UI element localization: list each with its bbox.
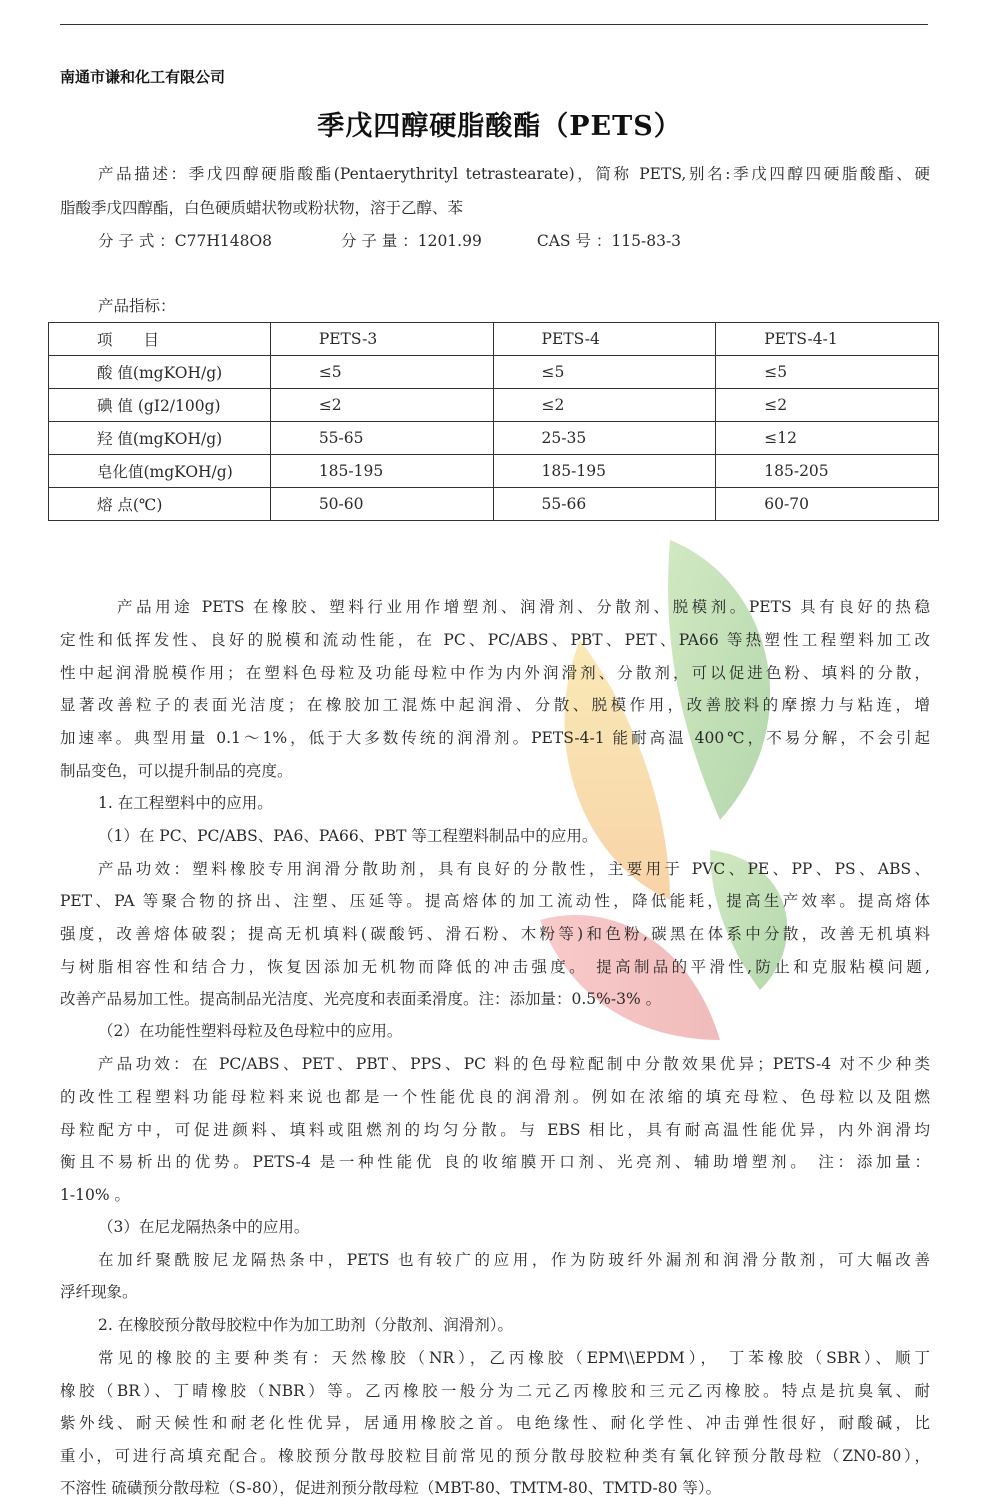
table-cell: 25-35 [493,422,716,455]
molecular-formula: 分 子 式 ：C77H148O8 [98,232,273,250]
document-title: 季戊四醇硬脂酸酯（PETS） [317,111,682,142]
table-cell: 55-65 [270,422,493,455]
table-cell: ≤2 [716,389,939,422]
header-rule [60,24,928,25]
table-cell: ≤5 [270,356,493,389]
description-line-2: 脂酸季戊四醇酯，白色硬质蜡状物或粉状物，溶于乙醇、苯 [60,199,464,217]
company-name: 南通市谦和化工有限公司 [60,68,226,86]
table-cell: ≤2 [270,389,493,422]
body-line: 产品功效：在 PC/ABS、PET、PBT、PPS、PC 料的色母粒配制中分散效果优异；PETS-4 对不少种类 [98,1055,930,1073]
body-line: 的改性工程塑料功能母粒料来说也都是一个性能优良的润滑剂。例如在浓缩的填充母粒、色母粒以及阻燃 [60,1088,930,1106]
table-cell: 熔 点(℃) [49,488,271,521]
table-cell: 皂化值(mgKOH/g) [49,455,271,488]
table-cell: ≤5 [716,356,939,389]
table-row [49,488,939,521]
section-heading-1: 1. 在工程塑料中的应用。 [98,794,273,812]
spec-heading: 产品指标： [98,297,176,315]
table-row [49,422,939,455]
table-row [49,356,939,389]
table-cell: 羟 值(mgKOH/g) [49,422,271,455]
spec-table [48,322,939,521]
body-line: 浮纤现象。 [60,1283,138,1301]
body-line: 在加纤聚酰胺尼龙隔热条中，PETS 也有较广的应用，作为防玻纤外漏剂和润滑分散剂，可大幅改善 [98,1251,930,1269]
section-heading-2: 2. 在橡胶预分散母胶粒中作为加工助剂（分散剂、润滑剂）。 [98,1316,513,1334]
body-line: 紫外线、耐天候性和耐老化性优异，居通用橡胶之首。电绝缘性、耐化学性、冲击弹性很好，耐酸碱，比 [60,1414,930,1432]
cas-number: CAS 号 ：115-83-3 [536,232,682,250]
table-cell: 酸 值(mgKOH/g) [49,356,271,389]
body-line: 性中起润滑脱模作用；在塑料色母粒及功能母粒中作为内外润滑剂、分散剂，可以促进色粉、填料的分散， [60,664,930,682]
subsection-heading-3: （3）在尼龙隔热条中的应用。 [98,1218,310,1236]
header-pets-4-1: PETS-4-1 [716,323,939,356]
table-cell: ≤12 [716,422,939,455]
body-line: 制品变色，可以提升制品的亮度。 [60,762,293,780]
table-row [49,389,939,422]
body-line: 产品功效：塑料橡胶专用润滑分散助剂，具有良好的分散性，主要用于 PVC、PE、PP、PS、ABS、 [98,860,930,878]
table-cell: 55-66 [493,488,716,521]
body-line: 不溶性 硫磺预分散母粒（S-80），促进剂预分散母粒（MBT-80、TMTM-80、TMTD-80 等）。 [60,1479,722,1497]
table-cell: 50-60 [270,488,493,521]
table-cell: ≤5 [493,356,716,389]
body-line: 强度，改善熔体破裂；提高无机填料(碳酸钙、滑石粉、木粉等)和色粉,碳黑在体系中分散，改善无机填料 [60,925,930,943]
body-line: 定性和低挥发性、良好的脱模和流动性能，在 PC、PC/ABS、PBT、PET、PA66 等热塑性工程塑料加工改 [60,631,930,649]
body-line: 加速率。典型用量 0.1～1%，低于大多数传统的润滑剂。PETS-4-1 能耐高温 400℃，不易分解，不会引起 [60,729,930,747]
header-pets-4: PETS-4 [493,323,716,356]
description-line-1: 产品描述：季戊四醇硬脂酸酯(Pentaerythrityl tetrastearate)，简称 PETS,别名:季戊四醇四硬脂酸酯、硬 [98,165,930,183]
body-line: 常见的橡胶的主要种类有：天然橡胶（NR），乙丙橡胶（EPM\\EPDM）， 丁苯橡胶（SBR）、顺丁 [98,1349,930,1367]
table-row [49,455,939,488]
body-line: 母粒配方中，可促进颜料、填料或阻燃剂的均匀分散。与 EBS 相比，具有耐高温性能优异，内外润滑均 [60,1121,930,1139]
table-cell: ≤2 [493,389,716,422]
formula-row [98,231,968,251]
table-cell: 185-195 [270,455,493,488]
table-cell: 碘 值 (gI2/100g) [49,389,271,422]
body-line: 橡胶（BR）、丁晴橡胶（NBR）等。乙丙橡胶一般分为二元乙丙橡胶和三元乙丙橡胶。特点是抗臭氧、耐 [60,1382,930,1400]
header-pets-3: PETS-3 [270,323,493,356]
body-line: 改善产品易加工性。提高制品光洁度、光亮度和表面柔滑度。注：添加量：0.5%-3% 。 [60,990,662,1008]
subsection-heading-1: （1）在 PC、PC/ABS、PA6、PA66、PBT 等工程塑料制品中的应用。 [98,827,598,845]
body-line: 重小，可进行高填充配合。橡胶预分散母胶粒目前常见的预分散母胶粒种类有氧化锌预分散母粒（ZN0-80）， [60,1447,930,1465]
body-line: 产品用途 PETS 在橡胶、塑料行业用作增塑剂、润滑剂、分散剂、脱模剂。PETS 具有良好的热稳 [117,598,930,616]
molecular-weight: 分 子 量 ：1201.99 [340,232,482,250]
table-cell: 60-70 [716,488,939,521]
body-line: 衡且不易析出的优势。PETS-4 是一种性能优 良的收缩膜开口剂、光亮剂、辅助增塑剂。 注：添加量： [60,1153,930,1171]
table-header-row [49,323,939,356]
subsection-heading-2: （2）在功能性塑料母粒及色母粒中的应用。 [98,1022,403,1040]
body-line: 显著改善粒子的表面光洁度；在橡胶加工混炼中起润滑、分散、脱模作用，改善胶料的摩擦力与粘连，增 [60,696,930,714]
body-line: PET、PA 等聚合物的挤出、注塑、压延等。提高熔体的加工流动性，降低能耗，提高生产效率。提高熔体 [60,892,930,910]
table-cell: 185-205 [716,455,939,488]
body-line: 1-10% 。 [60,1186,130,1204]
body-line: 与树脂相容性和结合力，恢复因添加无机物而降低的冲击强度。 提高制品的平滑性,防止和克服粘模问题, [60,958,930,976]
header-item: 项 目 [49,323,271,356]
table-cell: 185-195 [493,455,716,488]
